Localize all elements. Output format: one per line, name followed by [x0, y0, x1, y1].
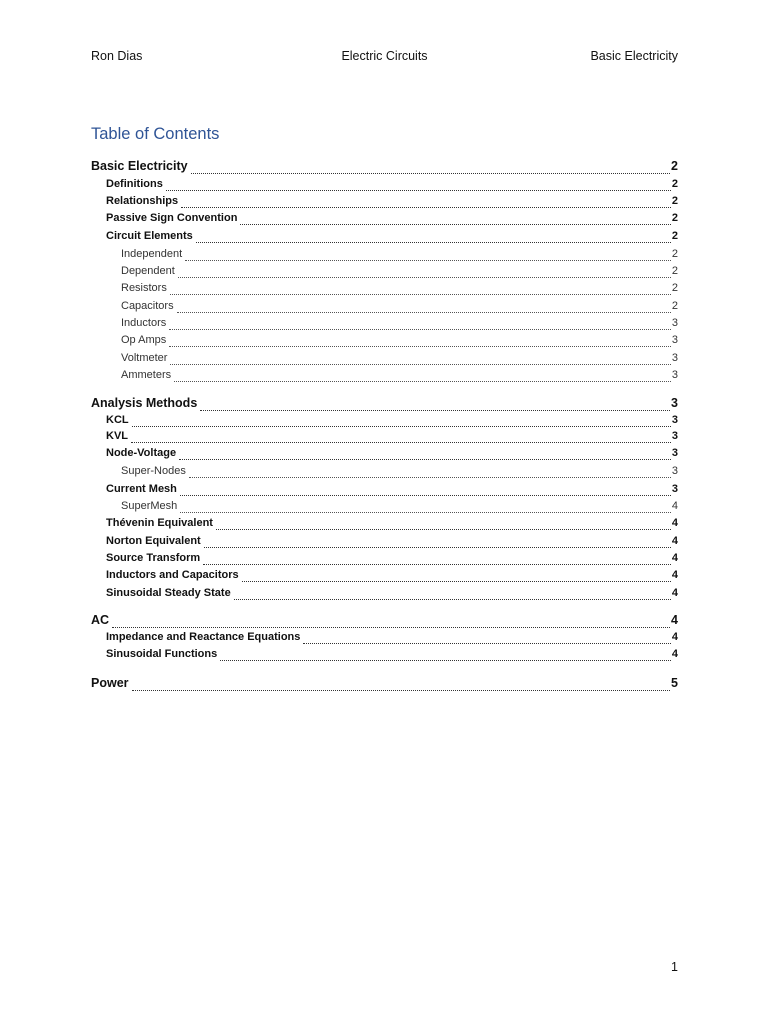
toc-entry-page: 4: [671, 587, 678, 599]
toc-dot-leader: [203, 564, 671, 565]
toc-entry-label: Node-Voltage: [106, 447, 177, 459]
toc-entry-label: Analysis Methods: [91, 396, 198, 410]
toc-entry-page: 3: [671, 334, 678, 346]
toc-entry-label: Circuit Elements: [106, 230, 193, 242]
toc-entry[interactable]: [106, 535, 678, 551]
toc-entry-page: 2: [671, 300, 678, 312]
toc-entry[interactable]: [121, 248, 678, 264]
toc-entry-page: 4: [671, 648, 678, 660]
toc-entry-page: 3: [671, 396, 678, 410]
toc-entry[interactable]: [106, 447, 678, 463]
toc-entry[interactable]: [121, 334, 678, 350]
toc-entry-page: 3: [671, 447, 678, 459]
toc-entry-page: 2: [671, 195, 678, 207]
toc-entry[interactable]: [106, 178, 678, 194]
toc-entry[interactable]: [91, 613, 678, 631]
toc-entry-page: 4: [671, 500, 678, 512]
toc-entry-label: Current Mesh: [106, 483, 177, 495]
toc-entry-page: 4: [671, 517, 678, 529]
toc-entry-page: 2: [671, 282, 678, 294]
toc-entry-label: Definitions: [106, 178, 163, 190]
toc-entry-label: Basic Electricity: [91, 159, 188, 173]
toc-entry-page: 3: [671, 414, 678, 426]
toc-entry[interactable]: [91, 159, 678, 177]
toc-entry-page: 3: [671, 352, 678, 364]
toc-entry-page: 3: [671, 483, 678, 495]
toc-entry[interactable]: [121, 300, 678, 316]
toc-entry[interactable]: [91, 396, 678, 414]
toc-entry-page: 4: [671, 613, 678, 627]
toc-entry-page: 3: [671, 465, 678, 477]
toc-entry[interactable]: [121, 317, 678, 333]
toc-dot-leader: [174, 381, 671, 382]
toc-dot-leader: [181, 207, 671, 208]
toc-entry-page: 4: [671, 631, 678, 643]
toc-entry[interactable]: [106, 430, 678, 446]
toc-dot-leader: [132, 426, 671, 427]
toc-dot-leader: [177, 312, 671, 313]
toc-dot-leader: [216, 529, 671, 530]
header-section-title: Basic Electricity: [590, 49, 678, 63]
toc-entry-label: Dependent: [121, 265, 175, 277]
toc-dot-leader: [303, 643, 670, 644]
toc-entry[interactable]: [106, 631, 678, 647]
toc-entry[interactable]: [106, 483, 678, 499]
toc-dot-leader: [180, 495, 671, 496]
toc-entry-page: 2: [671, 230, 678, 242]
toc-dot-leader: [132, 690, 671, 691]
toc-dot-leader: [185, 260, 671, 261]
toc-entry-label: KVL: [106, 430, 128, 442]
header-document-title: Electric Circuits: [341, 49, 428, 63]
toc-dot-leader: [242, 581, 671, 582]
toc-entry-label: Thévenin Equivalent: [106, 517, 213, 529]
toc-entry-label: Ammeters: [121, 369, 172, 381]
toc-entry-label: Independent: [121, 248, 183, 260]
toc-entry-label: Power: [91, 676, 129, 690]
toc-entry-label: Relationships: [106, 195, 179, 207]
toc-dot-leader: [191, 173, 670, 174]
toc-dot-leader: [220, 660, 671, 661]
toc-entry[interactable]: [121, 282, 678, 298]
toc-entry[interactable]: [121, 352, 678, 368]
toc-dot-leader: [234, 599, 671, 600]
toc-dot-leader: [169, 329, 671, 330]
toc-entry-page: 3: [671, 317, 678, 329]
toc-dot-leader: [180, 512, 671, 513]
toc-entry[interactable]: [106, 552, 678, 568]
toc-entry-label: Resistors: [121, 282, 167, 294]
toc-dot-leader: [178, 277, 671, 278]
toc-entry-label: AC: [91, 613, 110, 627]
toc-dot-leader: [131, 442, 671, 443]
toc-entry-label: Op Amps: [121, 334, 167, 346]
toc-dot-leader: [169, 346, 671, 347]
toc-dot-leader: [189, 477, 671, 478]
toc-entry-page: 2: [671, 178, 678, 190]
toc-entry[interactable]: [106, 212, 678, 228]
toc-entry[interactable]: [106, 230, 678, 246]
toc-entry-page: 5: [671, 676, 678, 690]
toc-dot-leader: [179, 459, 671, 460]
toc-dot-leader: [240, 224, 670, 225]
toc-entry[interactable]: [106, 517, 678, 533]
toc-entry[interactable]: [121, 500, 678, 516]
toc-entry-label: Inductors and Capacitors: [106, 569, 239, 581]
toc-entry[interactable]: [106, 195, 678, 211]
toc-entry-page: 2: [671, 159, 678, 173]
toc-dot-leader: [200, 410, 670, 411]
toc-entry-label: KCL: [106, 414, 129, 426]
toc-entry-label: Capacitors: [121, 300, 174, 312]
toc-entry[interactable]: [106, 569, 678, 585]
toc-entry-label: Inductors: [121, 317, 167, 329]
toc-heading: Table of Contents: [91, 125, 220, 143]
toc-entry[interactable]: [121, 369, 678, 385]
toc-entry-label: Impedance and Reactance Equations: [106, 631, 301, 643]
toc-entry-label: SuperMesh: [121, 500, 178, 512]
toc-entry-label: Source Transform: [106, 552, 201, 564]
page-number: 1: [671, 960, 678, 974]
toc-entry[interactable]: [106, 414, 678, 430]
toc-entry-page: 4: [671, 535, 678, 547]
toc-dot-leader: [196, 242, 671, 243]
toc-dot-leader: [166, 190, 671, 191]
toc-entry-page: 2: [671, 248, 678, 260]
toc-entry[interactable]: [106, 648, 678, 664]
toc-entry-page: 3: [671, 430, 678, 442]
toc-entry[interactable]: [106, 587, 678, 603]
toc-entry-page: 2: [671, 212, 678, 224]
header-author: Ron Dias: [91, 49, 143, 63]
toc-dot-leader: [204, 547, 671, 548]
toc-entry[interactable]: [91, 676, 678, 694]
toc-entry-label: Sinusoidal Functions: [106, 648, 218, 660]
toc-entry-page: 4: [671, 552, 678, 564]
toc-dot-leader: [170, 294, 671, 295]
toc-entry-label: Voltmeter: [121, 352, 168, 364]
toc-dot-leader: [112, 627, 670, 628]
toc-entry-page: 4: [671, 569, 678, 581]
toc-entry-page: 2: [671, 265, 678, 277]
toc-dot-leader: [170, 364, 670, 365]
toc-entry-label: Passive Sign Convention: [106, 212, 238, 224]
toc-entry-label: Sinusoidal Steady State: [106, 587, 231, 599]
toc-entry[interactable]: [121, 465, 678, 481]
toc-entry-page: 3: [671, 369, 678, 381]
toc-entry[interactable]: [121, 265, 678, 281]
toc-entry-label: Norton Equivalent: [106, 535, 201, 547]
toc-entry-label: Super-Nodes: [121, 465, 186, 477]
